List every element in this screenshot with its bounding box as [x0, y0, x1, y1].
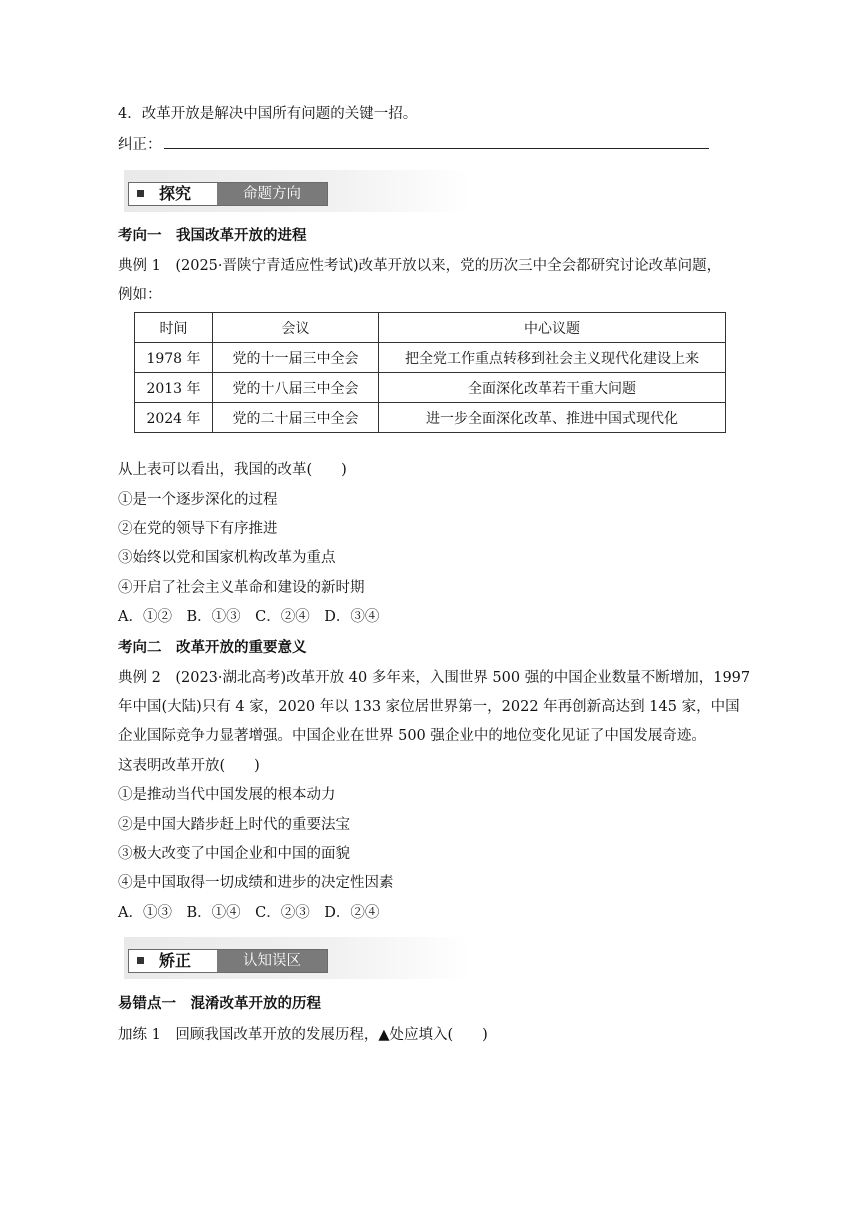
banner-main-label: 探究	[159, 184, 192, 203]
table-header-cell: 会议	[213, 313, 379, 343]
option-item: ②是中国大踏步赶上时代的重要法宝	[118, 817, 350, 833]
example1-line1: 典例 1 (2025·晋陕宁青适应性考试)改革开放以来，党的历次三中全会都研究讨论改革问题，	[118, 258, 722, 274]
option-item: ①是一个逐步深化的过程	[118, 492, 278, 508]
table-header-cell: 时间	[135, 313, 213, 343]
section-banner-correct	[124, 937, 470, 979]
table-cell: 全面深化改革若干重大问题	[379, 373, 726, 403]
option-item: ③始终以党和国家机构改革为重点	[118, 550, 336, 566]
table-row	[135, 343, 726, 373]
option-item: ③极大改变了中国企业和中国的面貌	[118, 846, 350, 862]
correction-label: 纠正：	[118, 137, 162, 153]
table-cell: 1978 年	[135, 343, 213, 373]
table-cell: 党的十八届三中全会	[213, 373, 379, 403]
table-row	[135, 373, 726, 403]
answer-choices: A．①③ B．①④ C．②③ D．②④	[118, 905, 380, 921]
banner-box	[128, 182, 328, 206]
example2-line: 典例 2 (2023·湖北高考)改革开放 40 多年来，入围世界 500 强的中国企业数量不断增加，1997	[118, 670, 751, 686]
table-header-row	[135, 313, 726, 343]
direction1-heading: 考向一 我国改革开放的进程	[118, 228, 307, 244]
item4-statement: 4．改革开放是解决中国所有问题的关键一招。	[118, 106, 418, 122]
option-item: ④是中国取得一切成绩和进步的决定性因素	[118, 875, 394, 891]
correction-blank	[164, 134, 709, 149]
table-cell: 党的十一届三中全会	[213, 343, 379, 373]
table-cell: 2024 年	[135, 403, 213, 433]
option-item: ④开启了社会主义革命和建设的新时期	[118, 580, 365, 596]
example2-line: 年中国(大陆)只有 4 家，2020 年以 133 家位居世界第一，2022 年再创新高达到 145 家，中国	[118, 699, 740, 715]
table-cell: 进一步全面深化改革、推进中国式现代化	[379, 403, 726, 433]
example2-line: 企业国际竞争力显著增强。中国企业在世界 500 强企业中的地位变化见证了中国发展奇迹。	[118, 728, 706, 744]
direction2-heading: 考向二 改革开放的重要意义	[118, 640, 307, 656]
exercise1: 加练 1 回顾我国改革开放的发展历程，▲处应填入( )	[118, 1027, 488, 1043]
table-header-cell: 中心议题	[379, 313, 726, 343]
banner-box	[128, 949, 328, 973]
section-banner-explore	[124, 170, 470, 212]
meetings-table	[134, 312, 726, 433]
question1: 从上表可以看出，我国的改革( )	[118, 462, 347, 478]
banner-sub-label: 认知误区	[217, 950, 327, 972]
correction-line	[118, 134, 709, 155]
option-item: ①是推动当代中国发展的根本动力	[118, 787, 336, 803]
error1-heading: 易错点一 混淆改革开放的历程	[118, 996, 321, 1012]
option-item: ②在党的领导下有序推进	[118, 521, 278, 537]
table-row	[135, 403, 726, 433]
banner-sub-label: 命题方向	[217, 183, 327, 205]
square-bullet-icon	[137, 957, 144, 964]
answer-choices: A．①② B．①③ C．②④ D．③④	[118, 609, 380, 625]
example2-line: 这表明改革开放( )	[118, 758, 260, 774]
table-cell: 2013 年	[135, 373, 213, 403]
table-cell: 党的二十届三中全会	[213, 403, 379, 433]
square-bullet-icon	[137, 190, 144, 197]
example1-line2: 例如：	[118, 287, 162, 303]
table-cell: 把全党工作重点转移到社会主义现代化建设上来	[379, 343, 726, 373]
banner-main-label: 矫正	[159, 951, 192, 970]
